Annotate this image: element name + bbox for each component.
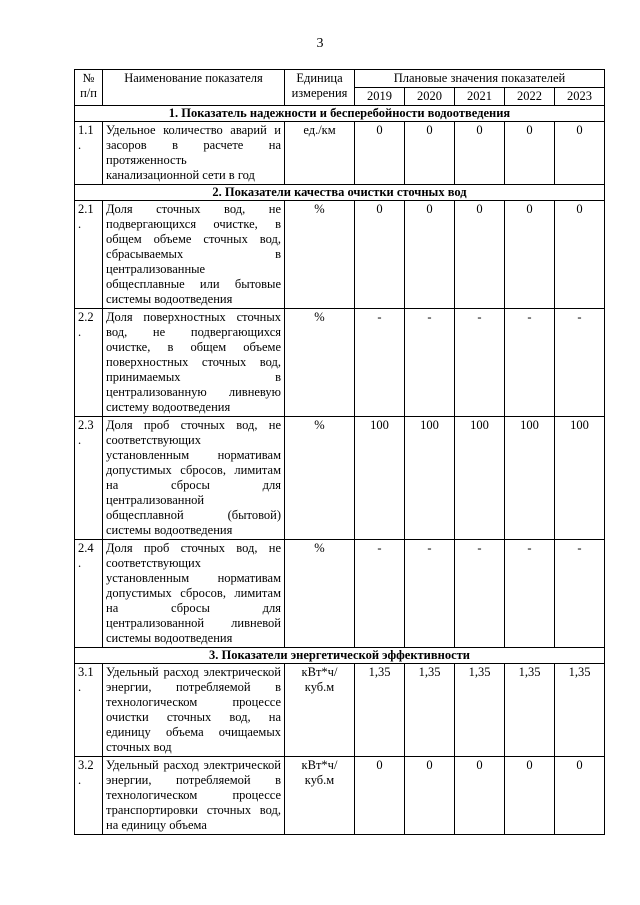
value-cell: 0 — [555, 122, 605, 185]
value-cell: - — [505, 540, 555, 648]
header-year: 2019 — [355, 88, 405, 106]
value-cell: 100 — [505, 417, 555, 540]
value-cell: - — [555, 309, 605, 417]
table-row — [75, 309, 605, 417]
value-cell: 0 — [505, 201, 555, 309]
table-row — [75, 757, 605, 835]
table-row — [75, 122, 605, 185]
header-year: 2023 — [555, 88, 605, 106]
row-number: 2.1 . — [75, 201, 103, 309]
value-cell: 0 — [455, 201, 505, 309]
section-header-row — [75, 648, 605, 664]
table-row — [75, 201, 605, 309]
indicator-name: Удельное количество аварий и засоров в расчете на протяженность канализационной сети в год — [103, 122, 285, 185]
value-cell: 0 — [405, 757, 455, 835]
unit-cell: кВт*ч/ куб.м — [285, 664, 355, 757]
unit-cell: ед./км — [285, 122, 355, 185]
value-cell: - — [505, 309, 555, 417]
row-number: 1.1 . — [75, 122, 103, 185]
section-title: 1. Показатель надежности и бесперебойности водоотведения — [75, 106, 605, 122]
value-cell: 1,35 — [555, 664, 605, 757]
value-cell: 1,35 — [455, 664, 505, 757]
value-cell: 0 — [455, 122, 505, 185]
value-cell: 0 — [405, 122, 455, 185]
header-unit: Единица измерения — [285, 70, 355, 106]
value-cell: 0 — [505, 122, 555, 185]
section-header-row — [75, 185, 605, 201]
value-cell: - — [405, 540, 455, 648]
section-title: 2. Показатели качества очистки сточных вод — [75, 185, 605, 201]
value-cell: - — [355, 309, 405, 417]
value-cell: 0 — [505, 757, 555, 835]
value-cell: 1,35 — [405, 664, 455, 757]
header-plan: Плановые значения показателей — [355, 70, 605, 88]
section-header-row — [75, 106, 605, 122]
header-num: № п/п — [75, 70, 103, 106]
header-year: 2022 — [505, 88, 555, 106]
indicator-name: Удельный расход электрической энергии, потребляемой в технологическом процессе очистки сточных вод, на единицу объема очищаемых сточных вод — [103, 664, 285, 757]
value-cell: 0 — [355, 122, 405, 185]
value-cell: 100 — [405, 417, 455, 540]
value-cell: 100 — [555, 417, 605, 540]
indicator-name: Доля проб сточных вод, не соответствующих установленным нормативам допустимых сбросов, лимитам на сбросы для централизованной общесплавной (бытовой) системы водоотведения — [103, 417, 285, 540]
value-cell: - — [455, 540, 505, 648]
value-cell: - — [455, 309, 505, 417]
page-number: 3 — [316, 36, 324, 51]
table-row — [75, 417, 605, 540]
table-row — [75, 664, 605, 757]
value-cell: 0 — [555, 757, 605, 835]
row-number: 2.2 . — [75, 309, 103, 417]
row-number: 3.2 . — [75, 757, 103, 835]
indicator-name: Доля сточных вод, не подвергающихся очистке, в общем объеме сточных вод, сбрасываемых в централизованные общесплавные или бытовые системы водоотведения — [103, 201, 285, 309]
value-cell: - — [555, 540, 605, 648]
header-year: 2020 — [405, 88, 455, 106]
value-cell: 0 — [405, 201, 455, 309]
header-year: 2021 — [455, 88, 505, 106]
unit-cell: кВт*ч/ куб.м — [285, 757, 355, 835]
value-cell: - — [405, 309, 455, 417]
unit-cell: % — [285, 417, 355, 540]
value-cell: 100 — [455, 417, 505, 540]
unit-cell: % — [285, 309, 355, 417]
value-cell: 0 — [355, 757, 405, 835]
value-cell: 0 — [455, 757, 505, 835]
row-number: 3.1 . — [75, 664, 103, 757]
table-row — [75, 540, 605, 648]
indicator-name: Доля проб сточных вод, не соответствующих установленным нормативам допустимых сбросов, лимитам на сбросы для централизованной ливневой системы водоотведения — [103, 540, 285, 648]
value-cell: 1,35 — [505, 664, 555, 757]
value-cell: 0 — [355, 201, 405, 309]
value-cell: - — [355, 540, 405, 648]
value-cell: 100 — [355, 417, 405, 540]
value-cell: 1,35 — [355, 664, 405, 757]
indicator-name: Доля поверхностных сточных вод, не подвергающихся очистке, в общем объеме поверхностных сточных вод, принимаемых в централизованную ливневую систему водоотведения — [103, 309, 285, 417]
header-name: Наименование показателя — [103, 70, 285, 106]
section-title: 3. Показатели энергетической эффективности — [75, 648, 605, 664]
unit-cell: % — [285, 540, 355, 648]
indicator-name: Удельный расход электрической энергии, потребляемой в технологическом процессе транспортировки сточных вод, на единицу объема — [103, 757, 285, 835]
value-cell: 0 — [555, 201, 605, 309]
indicators-table — [74, 69, 605, 835]
row-number: 2.4 . — [75, 540, 103, 648]
unit-cell: % — [285, 201, 355, 309]
row-number: 2.3 . — [75, 417, 103, 540]
